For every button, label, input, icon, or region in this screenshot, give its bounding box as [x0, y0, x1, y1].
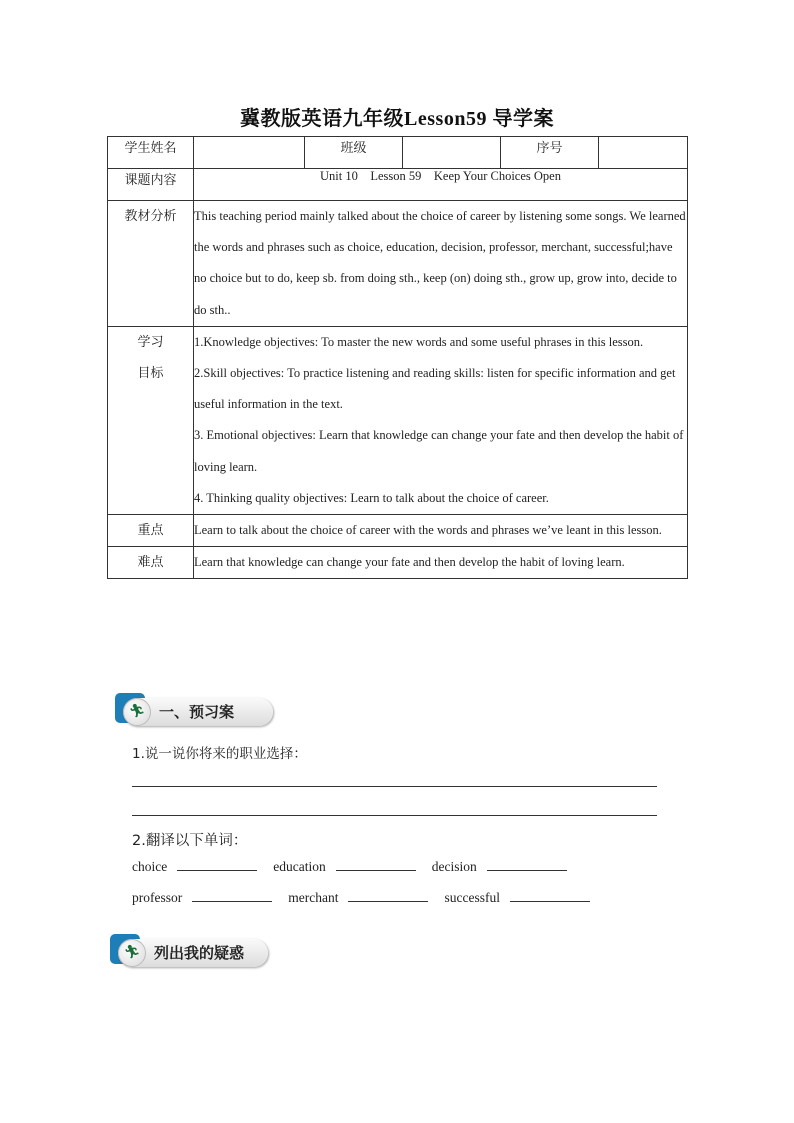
- student-name-label: 学生姓名: [108, 137, 194, 169]
- objectives-label: [108, 326, 194, 514]
- vocab-blank[interactable]: [510, 889, 590, 902]
- key-point-text: Learn to talk about the choice of career with the words and phrases we’ve leant in this lesson.: [194, 515, 688, 547]
- objective-item: 2.Skill objectives: To practice listening and reading skills: listen for specific information and get useful information in the text.: [194, 366, 676, 412]
- answer-line[interactable]: [132, 815, 657, 816]
- section-pill: [118, 939, 268, 967]
- vocab-blank[interactable]: [336, 858, 416, 871]
- objectives-list: [194, 326, 688, 514]
- objective-item: 3. Emotional objectives: Learn that knowledge can change your fate and then develop the habit of loving learn.: [194, 428, 684, 474]
- table-row: [108, 326, 688, 514]
- objectives-label-line2: 目标: [137, 366, 164, 382]
- vocab-word: successful: [444, 890, 500, 905]
- table-row: [108, 137, 688, 169]
- key-point-label: 重点: [108, 515, 194, 547]
- seat-number-field[interactable]: [599, 137, 688, 169]
- vocab-word: education: [273, 859, 326, 874]
- class-label: 班级: [305, 137, 403, 169]
- seat-number-label: 序号: [501, 137, 599, 169]
- analysis-text: This teaching period mainly talked about the choice of career by listening some songs. We learned the words and phrases such as choice, education, decision, professor, merchant, successful;have no choice but to do, keep sb. from doing sth., keep (on) doing sth., grow up, grow into, decide to do sth..: [194, 201, 688, 327]
- section-heading-text: 列出我的疑惑: [154, 944, 245, 962]
- vocab-blank[interactable]: [192, 889, 272, 902]
- objectives-label-line1: 学习: [137, 334, 164, 350]
- table-row: [108, 201, 688, 327]
- topic-value: Unit 10 Lesson 59 Keep Your Choices Open: [194, 169, 688, 201]
- class-field[interactable]: [403, 137, 501, 169]
- objective-item: 1.Knowledge objectives: To master the new words and some useful phrases in this lesson.: [194, 334, 644, 349]
- section-pill: [123, 698, 273, 726]
- vocab-word: choice: [132, 859, 168, 874]
- vocab-blank[interactable]: [177, 858, 257, 871]
- question-1: 1.说一说你将来的职业选择：: [132, 746, 307, 762]
- page-title: 冀教版英语九年级Lesson59 导学案: [240, 108, 554, 130]
- difficulty-label: 难点: [108, 547, 194, 579]
- question-2: 2.翻译以下单词：: [132, 833, 248, 849]
- section-heading-doubts: [110, 934, 280, 970]
- vocab-blank[interactable]: [487, 858, 567, 871]
- vocab-row-2: [132, 889, 606, 906]
- vocab-blank[interactable]: [348, 889, 428, 902]
- table-row: [108, 515, 688, 547]
- answer-line[interactable]: [132, 786, 657, 787]
- info-table: [107, 136, 688, 579]
- student-name-field[interactable]: [194, 137, 305, 169]
- section-heading-text: 一、预习案: [159, 703, 235, 721]
- table-row: [108, 547, 688, 579]
- vocab-word: professor: [132, 890, 183, 905]
- vocab-row-1: [132, 858, 583, 875]
- vocab-word: merchant: [288, 890, 339, 905]
- topic-label: 课题内容: [108, 169, 194, 201]
- difficulty-text: Learn that knowledge can change your fate and then develop the habit of loving learn.: [194, 547, 688, 579]
- vocab-word: decision: [431, 859, 477, 874]
- runner-icon: 🏃︎: [123, 698, 151, 726]
- objective-item: 4. Thinking quality objectives: Learn to talk about the choice of career.: [194, 490, 549, 505]
- runner-icon: 🏃︎: [118, 939, 146, 967]
- section-heading-preview: [115, 693, 285, 729]
- analysis-label: 教材分析: [108, 201, 194, 327]
- table-row: [108, 169, 688, 201]
